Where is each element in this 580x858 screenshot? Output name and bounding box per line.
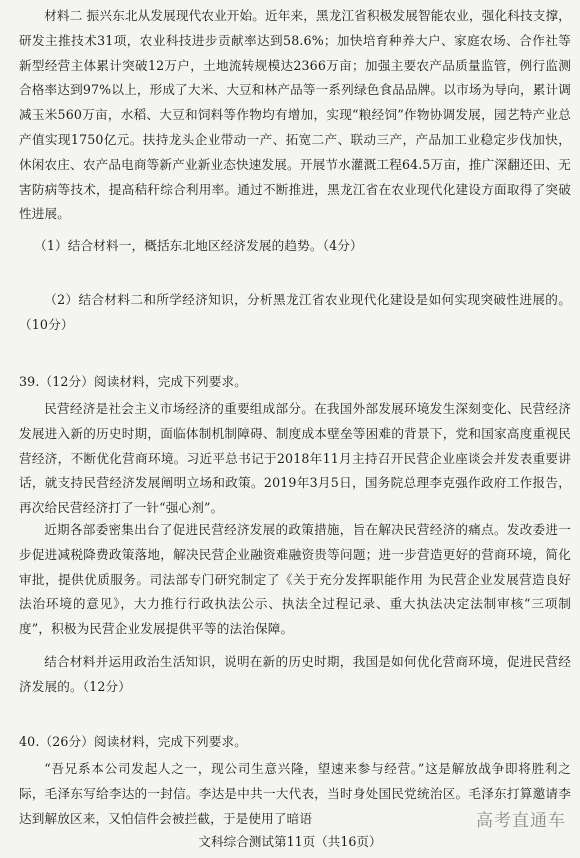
material-two-paragraph: 材料二 振兴东北从发展现代农业开始。近年来，黑龙江省积极发展智能农业，强化科技支撑，研发主推技术31项，农业科技进步贡献率达到58.6%；加快培育种养大户、家庭农场、合作社等新型经营主体累计突破12万户，土地流转规模达2366万亩；加强主要农产品质量监管，例行监测合格率达到97%以上，形成了大米、大豆和林产品等一系列绿色食品品牌。以市场为导向，累计调减玉米560万亩，水稻、大豆和饲料等作物均有增加，实现“粮经饲”作物协调发展，园艺特产业总产值实现1750亿元。扶持龙头企业带动一产、拓宽二产、联动三产，产品加工业稳定步伐加快，休闲农庄、农产品电商等新产业新业态快速发展。开展节水灌溉工程64.5万亩，推广深翻还田、无害防病等技术，提高秸秆综合利用率。通过不断推进，黑龙江省在农业现代化建设方面取得了突破性进展。 — [19, 8, 571, 222]
question-39-material-paragraph-2: 近期各部委密集出台了促进民营经济发展的政策措施，旨在解决民营经济的痛点。发改委进一步促进减税降费政策落地，解决民营企业融资难融资贵等问题；进一步营造更好的营商环境，简化审批，提供优质服务。司法部专门研究制定了《关于充分发挥职能作用 为民营企业发展营造良好法治环境的意见》，大力推行行政执法公示、执法全过程记录、重大执法决定法制审核“三项制度”，积极为民营企业发展提供平等的法治保障。 — [19, 522, 571, 637]
page-footer: 文科综合测试第11页（共16页） — [198, 834, 382, 849]
watermark-text: 高考直通车 — [476, 811, 566, 831]
question-1: （1）结合材料一，概括东北地区经济发展的趋势。（4分） — [34, 238, 363, 253]
question-40-material-paragraph-1: “吾兄系本公司发起人之一，现公司生意兴隆，望速来参与经营。”这是解放战争即将胜利之际，毛泽东写给李达的一封信。李达是中共一大代表，当时身处国民党统治区。毛泽东打算邀请李达到解放区来，又怕信件会被拦截，于是使用了暗语 — [19, 761, 571, 826]
question-40-title: 40.（26分）阅读材料，完成下列要求。 — [19, 734, 247, 749]
question-39-material-paragraph-1: 民营经济是社会主义市场经济的重要组成部分。在我国外部发展环境发生深刻变化、民营经济发展进入新的历史时期，面临体制机制障碍、制度成本壁垒等困难的背景下，党和国家高度重视民营经济，不断优化营商环境。习近平总书记于2018年11月主持召开民营企业座谈会并发表重要讲话，就支持民营经济发展阐明立场和政策。2019年3月5日，国务院总理李克强作政府工作报告，再次给民营经济打了一针“强心剂”。 — [19, 401, 571, 516]
question-39-title: 39.（12分）阅读材料，完成下列要求。 — [19, 374, 247, 389]
question-2: （2）结合材料二和所学经济知识，分析黑龙江省农业现代化建设是如何实现突破性进展的。（10分） — [19, 292, 571, 332]
question-39-task: 结合材料并运用政治生活知识，说明在新的历史时期，我国是如何优化营商环境，促进民营经济发展的。（12分） — [19, 654, 571, 694]
